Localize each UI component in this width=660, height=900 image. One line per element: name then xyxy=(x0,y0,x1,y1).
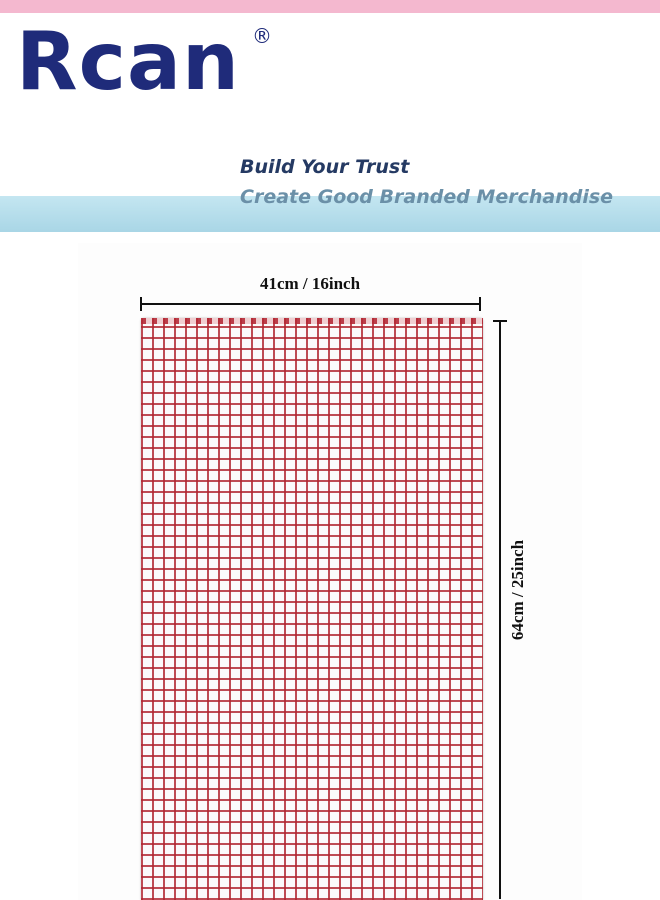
logo-text: Rcan xyxy=(16,15,240,108)
registered-mark: ® xyxy=(252,24,272,48)
towel-hem xyxy=(141,318,483,324)
width-dimension-tick-right xyxy=(479,297,481,311)
checked-towel-image xyxy=(141,318,483,900)
slogan-line-1: Build Your Trust xyxy=(240,156,410,178)
width-dimension-line xyxy=(140,303,481,305)
height-dimension-line xyxy=(499,321,501,899)
slogan-line-2: Create Good Branded Merchandise xyxy=(240,186,614,208)
height-dimension-label: 64cm / 25inch xyxy=(508,539,527,641)
top-pink-stripe xyxy=(0,0,660,13)
width-dimension-label: 41cm / 16inch xyxy=(259,274,361,293)
brand-logo xyxy=(16,15,272,108)
width-dimension-tick-left xyxy=(140,297,142,311)
height-dimension-tick-top xyxy=(493,320,507,322)
